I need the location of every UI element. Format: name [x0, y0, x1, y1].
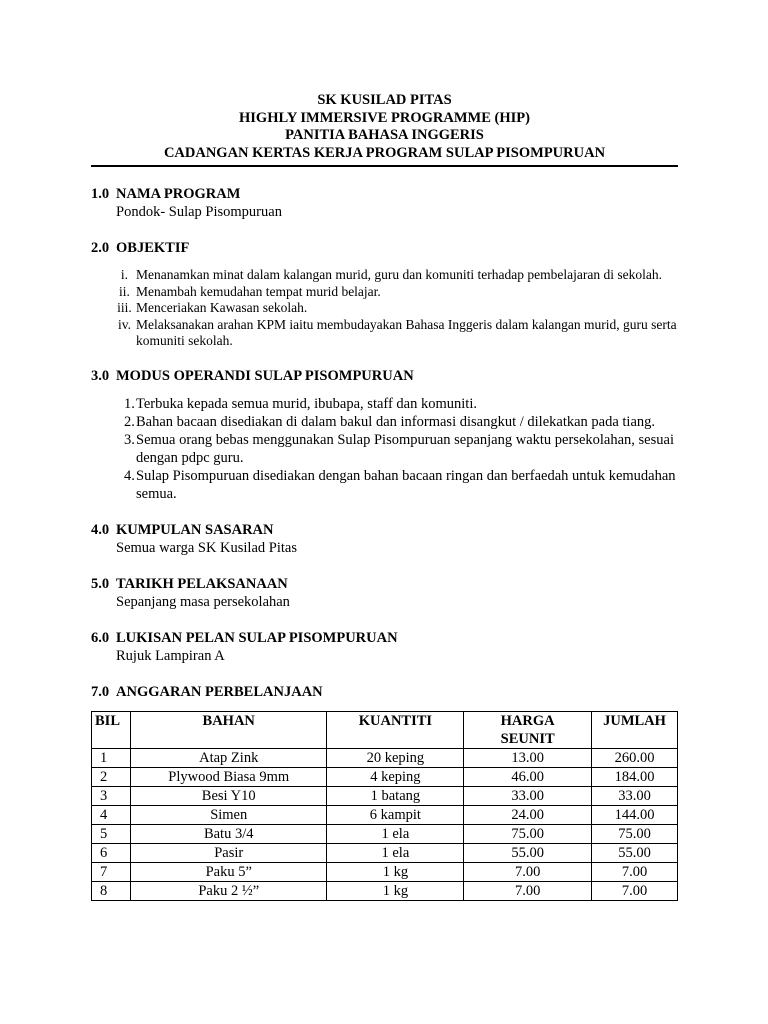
table-header-row — [92, 711, 678, 748]
cell-bahan: Pasir — [130, 843, 327, 862]
operandi-item — [91, 431, 678, 467]
cell-kuantiti: 1 batang — [327, 786, 464, 805]
table-row — [92, 748, 678, 767]
cell-bil: 6 — [92, 843, 131, 862]
section-title: NAMA PROGRAM — [116, 186, 241, 202]
document-page — [91, 92, 678, 901]
section-title: OBJEKTIF — [116, 240, 190, 256]
school-name: SK KUSILAD PITAS — [317, 92, 452, 108]
cell-bahan: Besi Y10 — [130, 786, 327, 805]
cell-kuantiti: 4 keping — [327, 767, 464, 786]
cell-harga: 46.00 — [464, 767, 592, 786]
table-row — [92, 881, 678, 900]
cell-jumlah: 7.00 — [592, 881, 678, 900]
table-row — [92, 767, 678, 786]
cell-harga: 75.00 — [464, 824, 592, 843]
header-harga-seunit: HARGA SEUNIT — [464, 711, 592, 748]
cell-bil: 1 — [92, 748, 131, 767]
item-text: Melaksanakan arahan KPM iaitu membudayakan Bahasa Inggeris dalam kalangan murid, guru serta komuniti sekolah. — [136, 316, 677, 348]
cell-kuantiti: 20 keping — [327, 748, 464, 767]
section-body: Sepanjang masa persekolahan — [116, 593, 290, 610]
item-text: Semua orang bebas menggunakan Sulap Pisompuruan sepanjang waktu persekolahan, sesuai dengan pdpc guru. — [136, 431, 674, 466]
section-number: 6.0 — [91, 629, 110, 646]
section-lukisan-pelan — [91, 629, 678, 665]
table-row — [92, 786, 678, 805]
cell-bil: 7 — [92, 862, 131, 881]
cell-kuantiti: 6 kampit — [327, 805, 464, 824]
operandi-item — [91, 395, 678, 413]
item-marker: iii. — [117, 300, 132, 315]
cell-harga: 7.00 — [464, 862, 592, 881]
cell-harga: 24.00 — [464, 805, 592, 824]
cell-bil: 5 — [92, 824, 131, 843]
section-anggaran-perbelanjaan — [91, 683, 678, 901]
table-row — [92, 862, 678, 881]
operandi-list — [91, 395, 678, 503]
panel-name: PANITIA BAHASA INGGERIS — [285, 127, 484, 143]
item-text: Menambah kemudahan tempat murid belajar. — [136, 283, 381, 299]
table-row — [92, 843, 678, 862]
budget-table — [91, 711, 678, 901]
section-number: 4.0 — [91, 521, 110, 538]
cell-jumlah: 33.00 — [592, 786, 678, 805]
section-tarikh-pelaksanaan — [91, 575, 678, 611]
item-marker: 2. — [124, 413, 135, 430]
cell-jumlah: 184.00 — [592, 767, 678, 786]
cell-jumlah: 260.00 — [592, 748, 678, 767]
header-kuantiti: KUANTITI — [327, 711, 464, 748]
programme-name: HIGHLY IMMERSIVE PROGRAMME (HIP) — [239, 109, 530, 126]
section-kumpulan-sasaran — [91, 521, 678, 557]
header-bahan: BAHAN — [130, 711, 327, 748]
section-number: 7.0 — [91, 683, 110, 700]
cell-kuantiti: 1 kg — [327, 862, 464, 881]
operandi-item — [91, 413, 678, 431]
objective-item — [91, 317, 678, 350]
cell-bil: 3 — [92, 786, 131, 805]
cell-harga: 33.00 — [464, 786, 592, 805]
item-text: Menceriakan Kawasan sekolah. — [136, 300, 308, 315]
cell-jumlah: 75.00 — [592, 824, 678, 843]
section-number: 1.0 — [91, 186, 110, 202]
cell-bahan: Atap Zink — [130, 748, 327, 767]
cell-jumlah: 144.00 — [592, 805, 678, 824]
cell-kuantiti: 1 ela — [327, 824, 464, 843]
cell-bil: 4 — [92, 805, 131, 824]
cell-jumlah: 7.00 — [592, 862, 678, 881]
item-text: Terbuka kepada semua murid, ibubapa, staff dan komuniti. — [136, 395, 477, 412]
section-title: ANGGARAN PERBELANJAAN — [116, 683, 323, 700]
document-header — [91, 92, 678, 162]
header-divider — [91, 165, 678, 167]
table-row — [92, 805, 678, 824]
item-marker: ii. — [119, 283, 130, 299]
cell-harga: 13.00 — [464, 748, 592, 767]
section-modus-operandi — [91, 367, 678, 503]
item-marker: i. — [120, 267, 129, 282]
section-body: Pondok- Sulap Pisompuruan — [116, 204, 282, 220]
cell-kuantiti: 1 ela — [327, 843, 464, 862]
cell-bil: 2 — [92, 767, 131, 786]
section-body: Semua warga SK Kusilad Pitas — [116, 539, 297, 556]
operandi-item — [91, 467, 678, 503]
item-text: Menanamkan minat dalam kalangan murid, guru dan komuniti terhadap pembelajaran di sekolah. — [136, 267, 662, 282]
cell-bahan: Plywood Biasa 9mm — [130, 767, 327, 786]
table-row — [92, 824, 678, 843]
section-objektif — [91, 239, 678, 350]
section-number: 3.0 — [91, 367, 110, 384]
objective-list — [91, 267, 678, 350]
cell-kuantiti: 1 kg — [327, 881, 464, 900]
header-jumlah: JUMLAH — [592, 711, 678, 748]
item-text: Bahan bacaan disediakan di dalam bakul dan informasi disangkut / dilekatkan pada tiang. — [136, 413, 656, 430]
section-body: Rujuk Lampiran A — [116, 647, 225, 664]
section-title: KUMPULAN SASARAN — [116, 521, 274, 538]
cell-bahan: Paku 2 ½” — [130, 881, 327, 900]
objective-item — [91, 267, 678, 284]
item-text: Sulap Pisompuruan disediakan dengan bahan bacaan ringan dan berfaedah untuk kemudahan semua. — [136, 467, 676, 502]
cell-bahan: Paku 5” — [130, 862, 327, 881]
item-marker: iv. — [118, 316, 131, 332]
item-marker: 4. — [124, 467, 135, 484]
cell-bahan: Simen — [130, 805, 327, 824]
item-marker: 3. — [124, 431, 135, 448]
section-title: TARIKH PELAKSANAAN — [116, 575, 288, 592]
document-title: CADANGAN KERTAS KERJA PROGRAM SULAP PISOMPURUAN — [163, 144, 606, 161]
objective-item — [91, 300, 678, 317]
header-bil: BIL — [92, 711, 131, 748]
item-marker: 1. — [124, 395, 135, 412]
cell-bahan: Batu 3/4 — [130, 824, 327, 843]
cell-jumlah: 55.00 — [592, 843, 678, 862]
cell-harga: 55.00 — [464, 843, 592, 862]
section-number: 5.0 — [91, 575, 110, 592]
section-title: MODUS OPERANDI SULAP PISOMPURUAN — [116, 367, 414, 384]
section-title: LUKISAN PELAN SULAP PISOMPURUAN — [116, 629, 398, 646]
objective-item — [91, 284, 678, 301]
section-number: 2.0 — [91, 240, 110, 256]
cell-harga: 7.00 — [464, 881, 592, 900]
section-nama-program — [91, 185, 678, 221]
cell-bil: 8 — [92, 881, 131, 900]
